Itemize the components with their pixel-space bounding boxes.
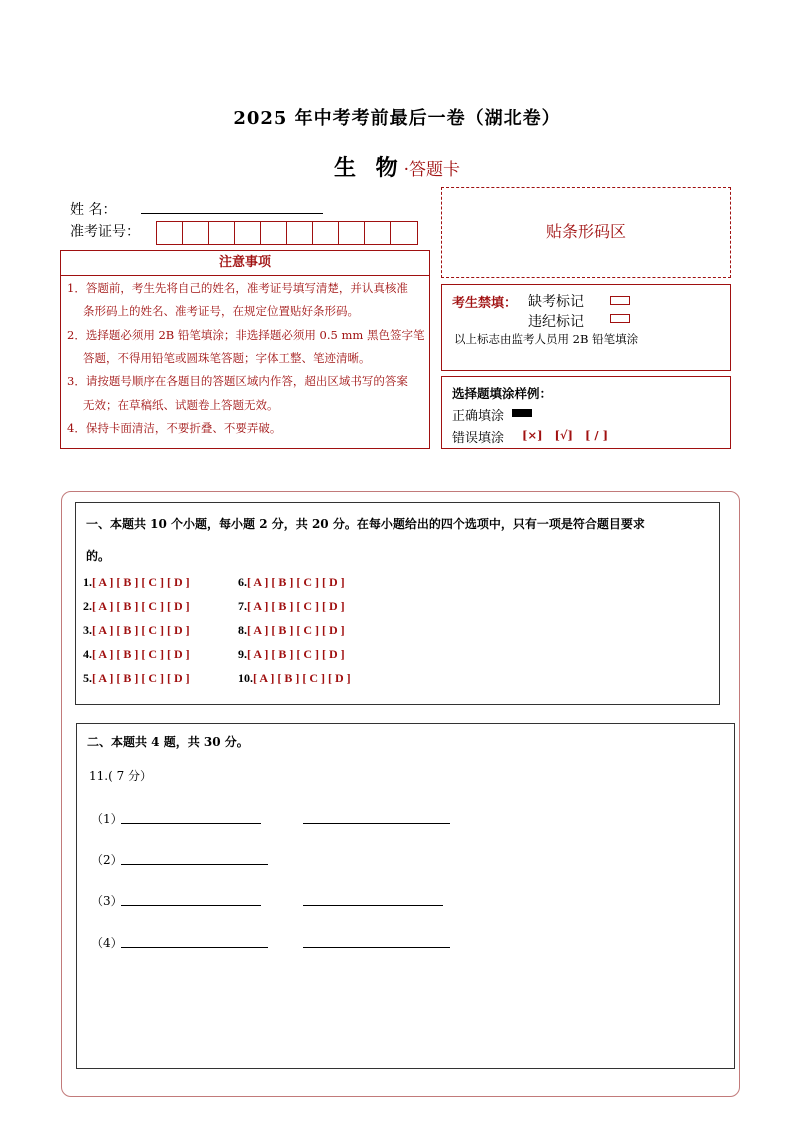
answer-line-1a[interactable] (121, 822, 261, 824)
part-3-label: （3） (91, 894, 123, 908)
question-5[interactable]: 5.[ A ] [ B ] [ C ] [ D ] (83, 671, 190, 685)
exam-title: 2025 年中考考前最后一卷（湖北卷） (233, 108, 561, 129)
violation-label: 违纪标记 (528, 314, 584, 330)
notice-item: 无效；在草稿纸、试题卷上答题无效。 (83, 398, 279, 412)
answer-line-3b[interactable] (303, 904, 443, 906)
name-label: 姓 名： (70, 202, 117, 218)
fill-sample-box (441, 376, 731, 449)
sample-title: 选择题填涂样例： (452, 386, 553, 401)
answer-line-3a[interactable] (121, 904, 261, 906)
answer-line-2a[interactable] (121, 863, 268, 865)
question-3[interactable]: 3.[ A ] [ B ] [ C ] [ D ] (83, 623, 190, 637)
part-2-label: （2） (91, 853, 123, 867)
part-1-label: （1） (91, 812, 123, 826)
notice-item: 2．选择题必须用 2B 铅笔填涂；非选择题必须用 0.5 mm 黑色签字笔 (67, 328, 425, 342)
part-4-label: （4） (91, 936, 123, 950)
question-4[interactable]: 4.[ A ] [ B ] [ C ] [ D ] (83, 647, 190, 661)
section-non-choice (76, 723, 735, 1069)
answer-line-1b[interactable] (303, 822, 450, 824)
proctor-title: 考生禁填： (452, 296, 518, 311)
proctor-only-box (441, 284, 731, 371)
section-choice (75, 502, 720, 705)
question-7[interactable]: 7.[ A ] [ B ] [ C ] [ D ] (238, 599, 345, 613)
notice-item: 条形码上的姓名、准考证号，在规定位置贴好条形码。 (83, 304, 359, 318)
wrong-marks: [×] [√] [ / ] (522, 428, 609, 442)
notice-item: 答题，不得用铅笔或圆珠笔答题；字体工整、笔迹清晰。 (83, 351, 371, 365)
name-field[interactable] (141, 213, 323, 214)
id-number-boxes[interactable] (156, 221, 418, 245)
violation-mark-box[interactable] (610, 314, 630, 323)
proctor-note: 以上标志由监考人员用 2B 铅笔填涂 (454, 332, 639, 346)
answer-line-4a[interactable] (121, 946, 268, 948)
subject-name: 生 物 (333, 155, 404, 181)
question-9[interactable]: 9.[ A ] [ B ] [ C ] [ D ] (238, 647, 345, 661)
section1-heading-cont: 的。 (86, 549, 111, 563)
card-label: ·答题卡 (403, 160, 461, 180)
barcode-area: 贴条形码区 (441, 187, 731, 278)
question-8[interactable]: 8.[ A ] [ B ] [ C ] [ D ] (238, 623, 345, 637)
subject-title (0, 151, 794, 182)
question-2[interactable]: 2.[ A ] [ B ] [ C ] [ D ] (83, 599, 190, 613)
notice-box (60, 250, 430, 449)
notice-heading: 注意事项 (61, 251, 429, 276)
section2-heading: 二、本题共 4 题，共 30 分。 (87, 735, 249, 749)
question-10[interactable]: 10.[ A ] [ B ] [ C ] [ D ] (238, 671, 351, 685)
answer-line-4b[interactable] (303, 946, 450, 948)
notice-item: 3．请按题号顺序在各题目的答题区域内作答，超出区域书写的答案 (67, 374, 408, 388)
question-1[interactable]: 1.[ A ] [ B ] [ C ] [ D ] (83, 575, 190, 589)
filled-mark-sample (512, 409, 532, 417)
correct-label: 正确填涂 (452, 409, 505, 424)
question-6[interactable]: 6.[ A ] [ B ] [ C ] [ D ] (238, 575, 345, 589)
notice-item: 4．保持卡面清洁，不要折叠、不要弄破。 (67, 421, 282, 435)
absent-mark-box[interactable] (610, 296, 630, 305)
id-label: 准考证号： (70, 224, 140, 240)
notice-item: 1．答题前，考生先将自己的姓名，准考证号填写清楚，并认真核准 (67, 281, 408, 295)
wrong-label: 错误填涂 (452, 431, 505, 446)
question-11-label: 11.( 7 分） (89, 769, 153, 783)
absent-label: 缺考标记 (528, 294, 584, 310)
section1-heading: 一、本题共 10 个小题，每小题 2 分，共 20 分。在每小题给出的四个选项中，只有一项是符合题目要求 (86, 517, 645, 531)
